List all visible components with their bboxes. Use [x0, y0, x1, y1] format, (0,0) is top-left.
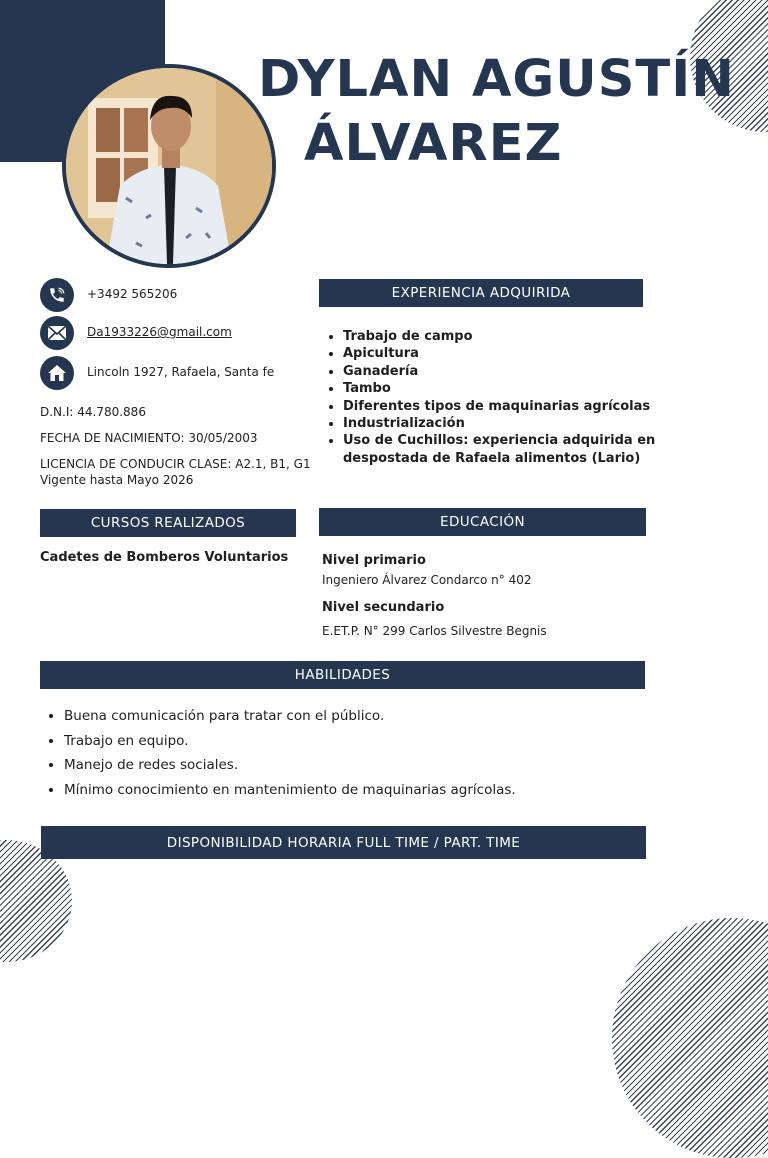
education-school-secondary: E.ET.P. N° 299 Carlos Silvestre Begnis: [322, 624, 547, 638]
name-line-2: ÁLVAREZ: [304, 114, 563, 173]
candidate-name: [258, 48, 738, 176]
list-item: • Diferentes tipos de maquinarias agrícolas: [343, 398, 673, 415]
list-item: • Tambo: [343, 380, 673, 397]
contact-address-row: [40, 356, 310, 390]
address: Lincoln 1927, Rafaela, Santa fe: [87, 365, 275, 379]
list-item: • Mínimo conocimiento en mantenimiento de maquinarias agrícolas.: [64, 778, 516, 803]
experience-list: [327, 328, 673, 467]
driver-license: [40, 456, 311, 488]
name-line-1: DYLAN AGUSTÍN: [258, 50, 735, 109]
education-level-secondary: Nivel secundario: [322, 600, 445, 615]
list-item: • Industrialización: [343, 415, 673, 432]
list-item: • Ganadería: [343, 363, 673, 380]
phone-icon: [40, 278, 74, 312]
list-item: • Trabajo en equipo.: [64, 729, 516, 754]
hatched-circle-decoration-bottom-right: [612, 918, 768, 1158]
list-item: • Trabajo de campo: [343, 328, 673, 345]
education-level-primary: Nivel primario: [322, 553, 426, 568]
course-item: Cadetes de Bomberos Voluntarios: [40, 550, 289, 565]
list-item: • Apicultura: [343, 345, 673, 362]
contact-phone-row: [40, 278, 310, 312]
email-link[interactable]: Da1933226@gmail.com: [87, 325, 232, 339]
education-school-primary: Ingeniero Álvarez Condarco n° 402: [322, 573, 532, 587]
courses-heading: CURSOS REALIZADOS: [40, 509, 296, 537]
mail-icon: [40, 316, 74, 350]
license-classes: LICENCIA DE CONDUCIR CLASE: A2.1, B1, G1: [40, 457, 311, 471]
skills-list: [48, 704, 516, 802]
birth-date: FECHA DE NACIMIENTO: 30/05/2003: [40, 431, 258, 445]
experience-heading: EXPERIENCIA ADQUIRIDA: [319, 279, 643, 307]
home-icon: [40, 356, 74, 390]
list-item: • Buena comunicación para tratar con el público.: [64, 704, 516, 729]
availability-banner: DISPONIBILIDAD HORARIA FULL TIME / PART. TIME: [41, 826, 646, 859]
list-item: • Uso de Cuchillos: experiencia adquirida en despostada de Rafaela alimentos (Lario): [343, 432, 673, 467]
education-heading: EDUCACIÓN: [319, 508, 646, 536]
license-validity: Vigente hasta Mayo 2026: [40, 473, 194, 487]
profile-photo: [62, 64, 276, 268]
list-item: • Manejo de redes sociales.: [64, 753, 516, 778]
skills-heading: HABILIDADES: [40, 661, 645, 689]
contact-email-row: [40, 316, 310, 350]
phone-number: +3492 565206: [87, 287, 178, 301]
dni: D.N.I: 44.780.886: [40, 405, 146, 419]
